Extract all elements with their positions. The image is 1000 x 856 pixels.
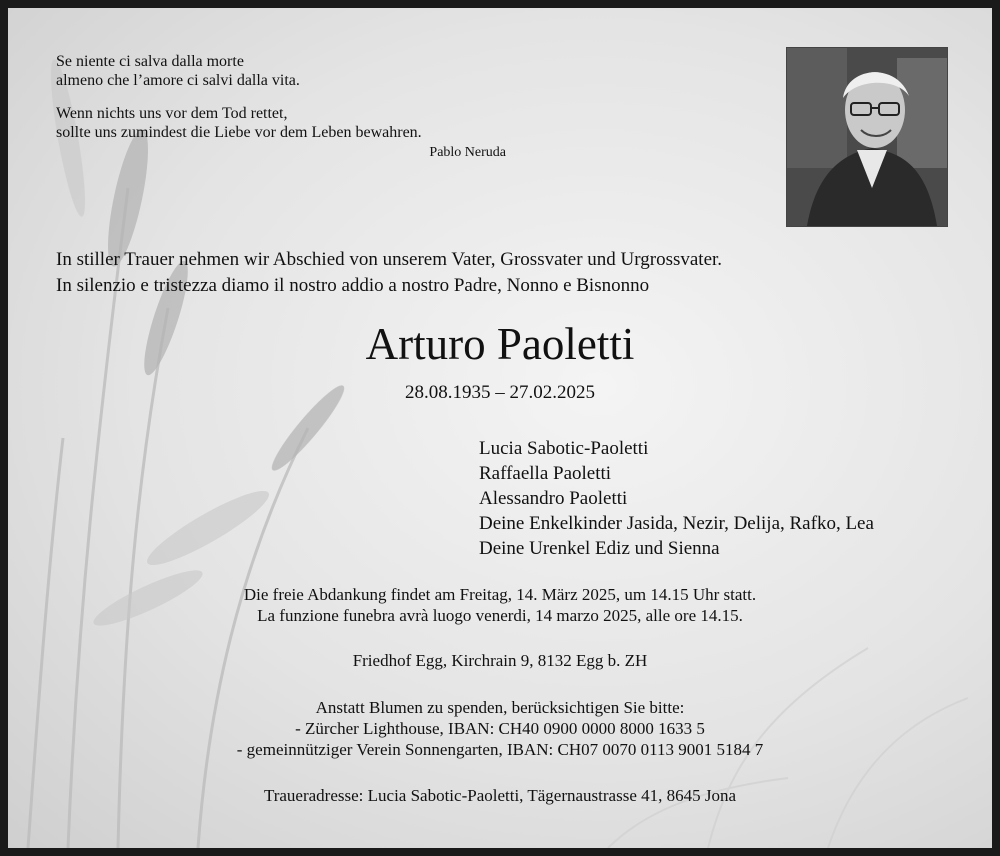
family-member: Deine Urenkel Ediz und Sienna xyxy=(479,538,720,559)
quote-german xyxy=(56,104,422,142)
family-member: Deine Enkelkinder Jasida, Nezir, Delija, Rafko, Lea xyxy=(479,513,874,534)
service-location: Friedhof Egg, Kirchrain 9, 8132 Egg b. ZH xyxy=(352,651,648,670)
family-member: Alessandro Paoletti xyxy=(479,488,628,509)
quote-line: almeno che l’amore ci salvi dalla vita. xyxy=(56,72,300,89)
donation-line: - gemeinnütziger Verein Sonnengarten, IBAN: CH07 0070 0113 9001 5184 7 xyxy=(236,740,764,759)
life-dates: 28.08.1935 – 27.02.2025 xyxy=(405,382,595,403)
intro-text xyxy=(56,247,722,299)
intro-line-italian: In silenzio e tristezza diamo il nostro addio a nostro Padre, Nonno e Bisnonno xyxy=(56,275,650,296)
family-member: Lucia Sabotic-Paoletti xyxy=(479,438,649,459)
deceased-name: Arturo Paoletti xyxy=(365,319,635,369)
service-info xyxy=(8,584,992,626)
service-line-italian: La funzione funebra avrà luogo venerdi, 14 marzo 2025, alle ore 14.15. xyxy=(257,606,743,625)
mourning-address: Traueradresse: Lucia Sabotic-Paoletti, Tägernaustrasse 41, 8645 Jona xyxy=(263,786,737,805)
portrait-photo xyxy=(786,47,948,227)
quote-line: sollte uns zumindest die Liebe vor dem Leben bewahren. xyxy=(56,124,422,141)
obituary-notice xyxy=(8,8,992,848)
donation-line: - Zürcher Lighthouse, IBAN: CH40 0900 0000 8000 1633 5 xyxy=(295,719,705,738)
family-member: Raffaella Paoletti xyxy=(479,463,612,484)
quote-italian xyxy=(56,52,300,90)
intro-line-german: In stiller Trauer nehmen wir Abschied von unserem Vater, Grossvater und Urgrossvater. xyxy=(56,249,723,270)
family-list xyxy=(479,436,874,561)
quote-line: Wenn nichts uns vor dem Tod rettet, xyxy=(56,105,288,122)
service-line-german: Die freie Abdankung findet am Freitag, 14. März 2025, um 14.15 Uhr statt. xyxy=(243,585,757,604)
quote-line: Se niente ci salva dalla morte xyxy=(56,53,244,70)
donation-line: Anstatt Blumen zu spenden, berücksichtigen Sie bitte: xyxy=(315,698,685,717)
quote-author: Pablo Neruda xyxy=(429,145,506,160)
donation-info xyxy=(8,697,992,760)
